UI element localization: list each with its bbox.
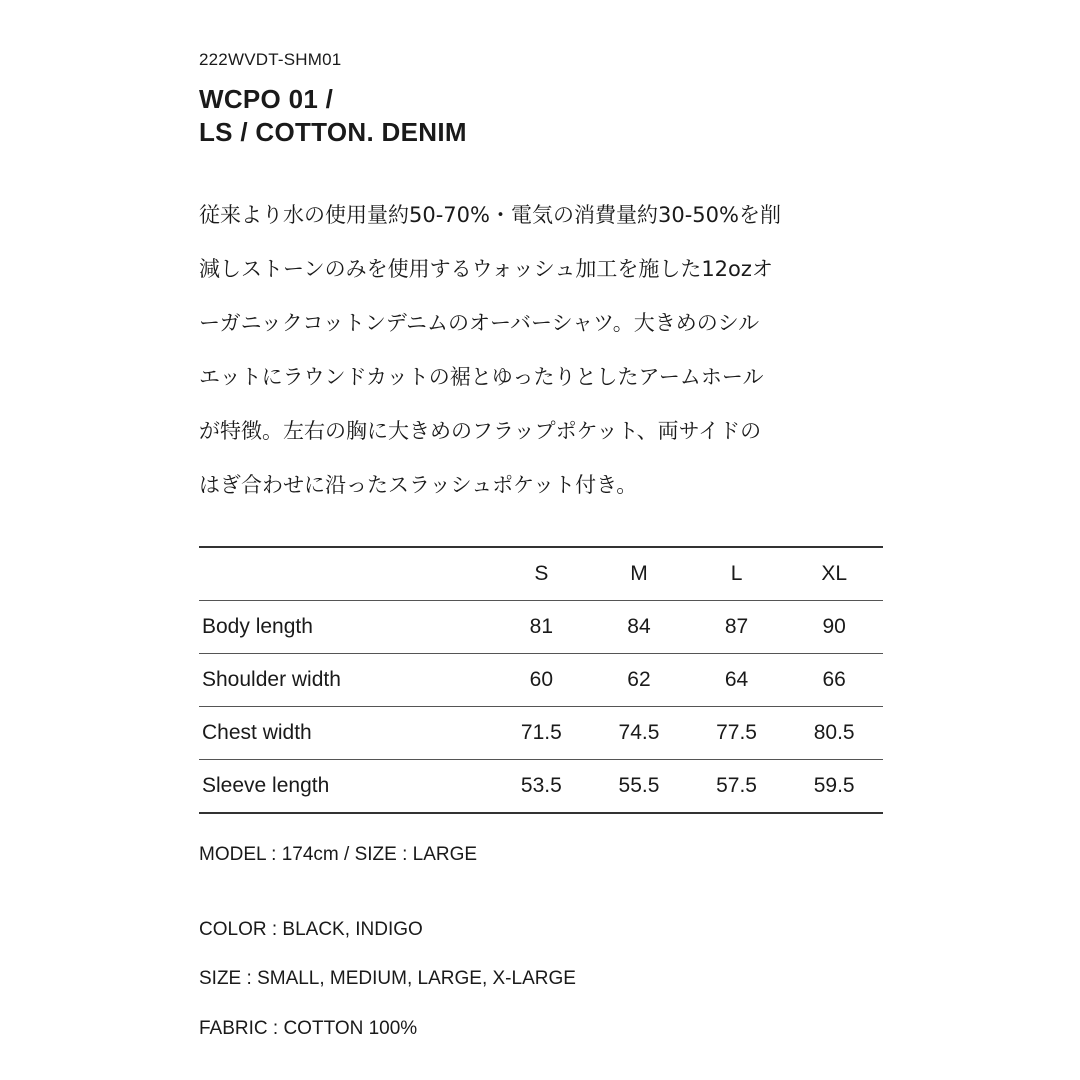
row-label-shoulder-width: Shoulder width bbox=[199, 654, 493, 707]
product-code: 222WVDT-SHM01 bbox=[199, 50, 342, 69]
table-cell: 57.5 bbox=[716, 774, 757, 797]
size-table-header-row bbox=[199, 547, 883, 601]
description-line: 減しストーンのみを使用するウォッシュ加工を施した12ozオ bbox=[199, 257, 773, 281]
table-cell: 55.5 bbox=[618, 774, 660, 797]
description-line: ーガニックコットンデニムのオーバーシャツ。大きめのシル bbox=[199, 311, 760, 335]
row-label-chest-width: Chest width bbox=[199, 707, 493, 760]
description-line: はぎ合わせに沿ったスラッシュポケット付き。 bbox=[199, 473, 638, 497]
table-cell: 74.5 bbox=[590, 707, 688, 760]
table-cell: 77.5 bbox=[688, 707, 786, 760]
table-cell: 81 bbox=[493, 601, 591, 654]
model-info: MODEL : 174cm / SIZE : LARGE bbox=[199, 844, 478, 865]
table-cell: 62 bbox=[590, 654, 688, 707]
table-cell: 66 bbox=[785, 654, 883, 707]
table-cell: 59.5 bbox=[813, 774, 855, 797]
table-cell: 90 bbox=[785, 601, 883, 654]
table-cell: 87 bbox=[688, 601, 786, 654]
description-line: 従来より水の使用量約50-70%・電気の消費量約30-50%を削 bbox=[199, 203, 781, 227]
table-row bbox=[199, 760, 883, 814]
size-header-s: S bbox=[493, 547, 591, 601]
product-title-line-2: LS / COTTON. DENIM bbox=[199, 117, 467, 147]
size-header-m: M bbox=[590, 547, 688, 601]
fabric-info: FABRIC : COTTON 100% bbox=[199, 1018, 418, 1039]
description-line: が特徴。左右の胸に大きめのフラップポケット、両サイドの bbox=[199, 419, 762, 443]
size-table bbox=[199, 546, 883, 814]
table-cell: 80.5 bbox=[785, 707, 883, 760]
color-info: COLOR : BLACK, INDIGO bbox=[199, 919, 423, 940]
table-cell: 53.5 bbox=[520, 774, 562, 797]
table-cell: 71.5 bbox=[493, 707, 591, 760]
product-title bbox=[199, 83, 467, 149]
size-info: SIZE : SMALL, MEDIUM, LARGE, X-LARGE bbox=[199, 968, 576, 989]
size-table-corner-header bbox=[199, 547, 493, 601]
table-cell: 60 bbox=[493, 654, 591, 707]
table-row bbox=[199, 654, 883, 707]
row-label-body-length: Body length bbox=[199, 601, 493, 654]
product-description bbox=[199, 188, 889, 512]
table-cell: 84 bbox=[590, 601, 688, 654]
size-header-xl: XL bbox=[785, 547, 883, 601]
description-line: エットにラウンドカットの裾とゆったりとしたアームホール bbox=[199, 365, 764, 389]
table-row bbox=[199, 707, 883, 760]
table-cell: 64 bbox=[688, 654, 786, 707]
product-title-line-1: WCPO 01 / bbox=[199, 84, 334, 114]
row-label-sleeve-length: Sleeve length bbox=[202, 774, 330, 797]
table-row bbox=[199, 601, 883, 654]
size-header-l: L bbox=[688, 547, 786, 601]
